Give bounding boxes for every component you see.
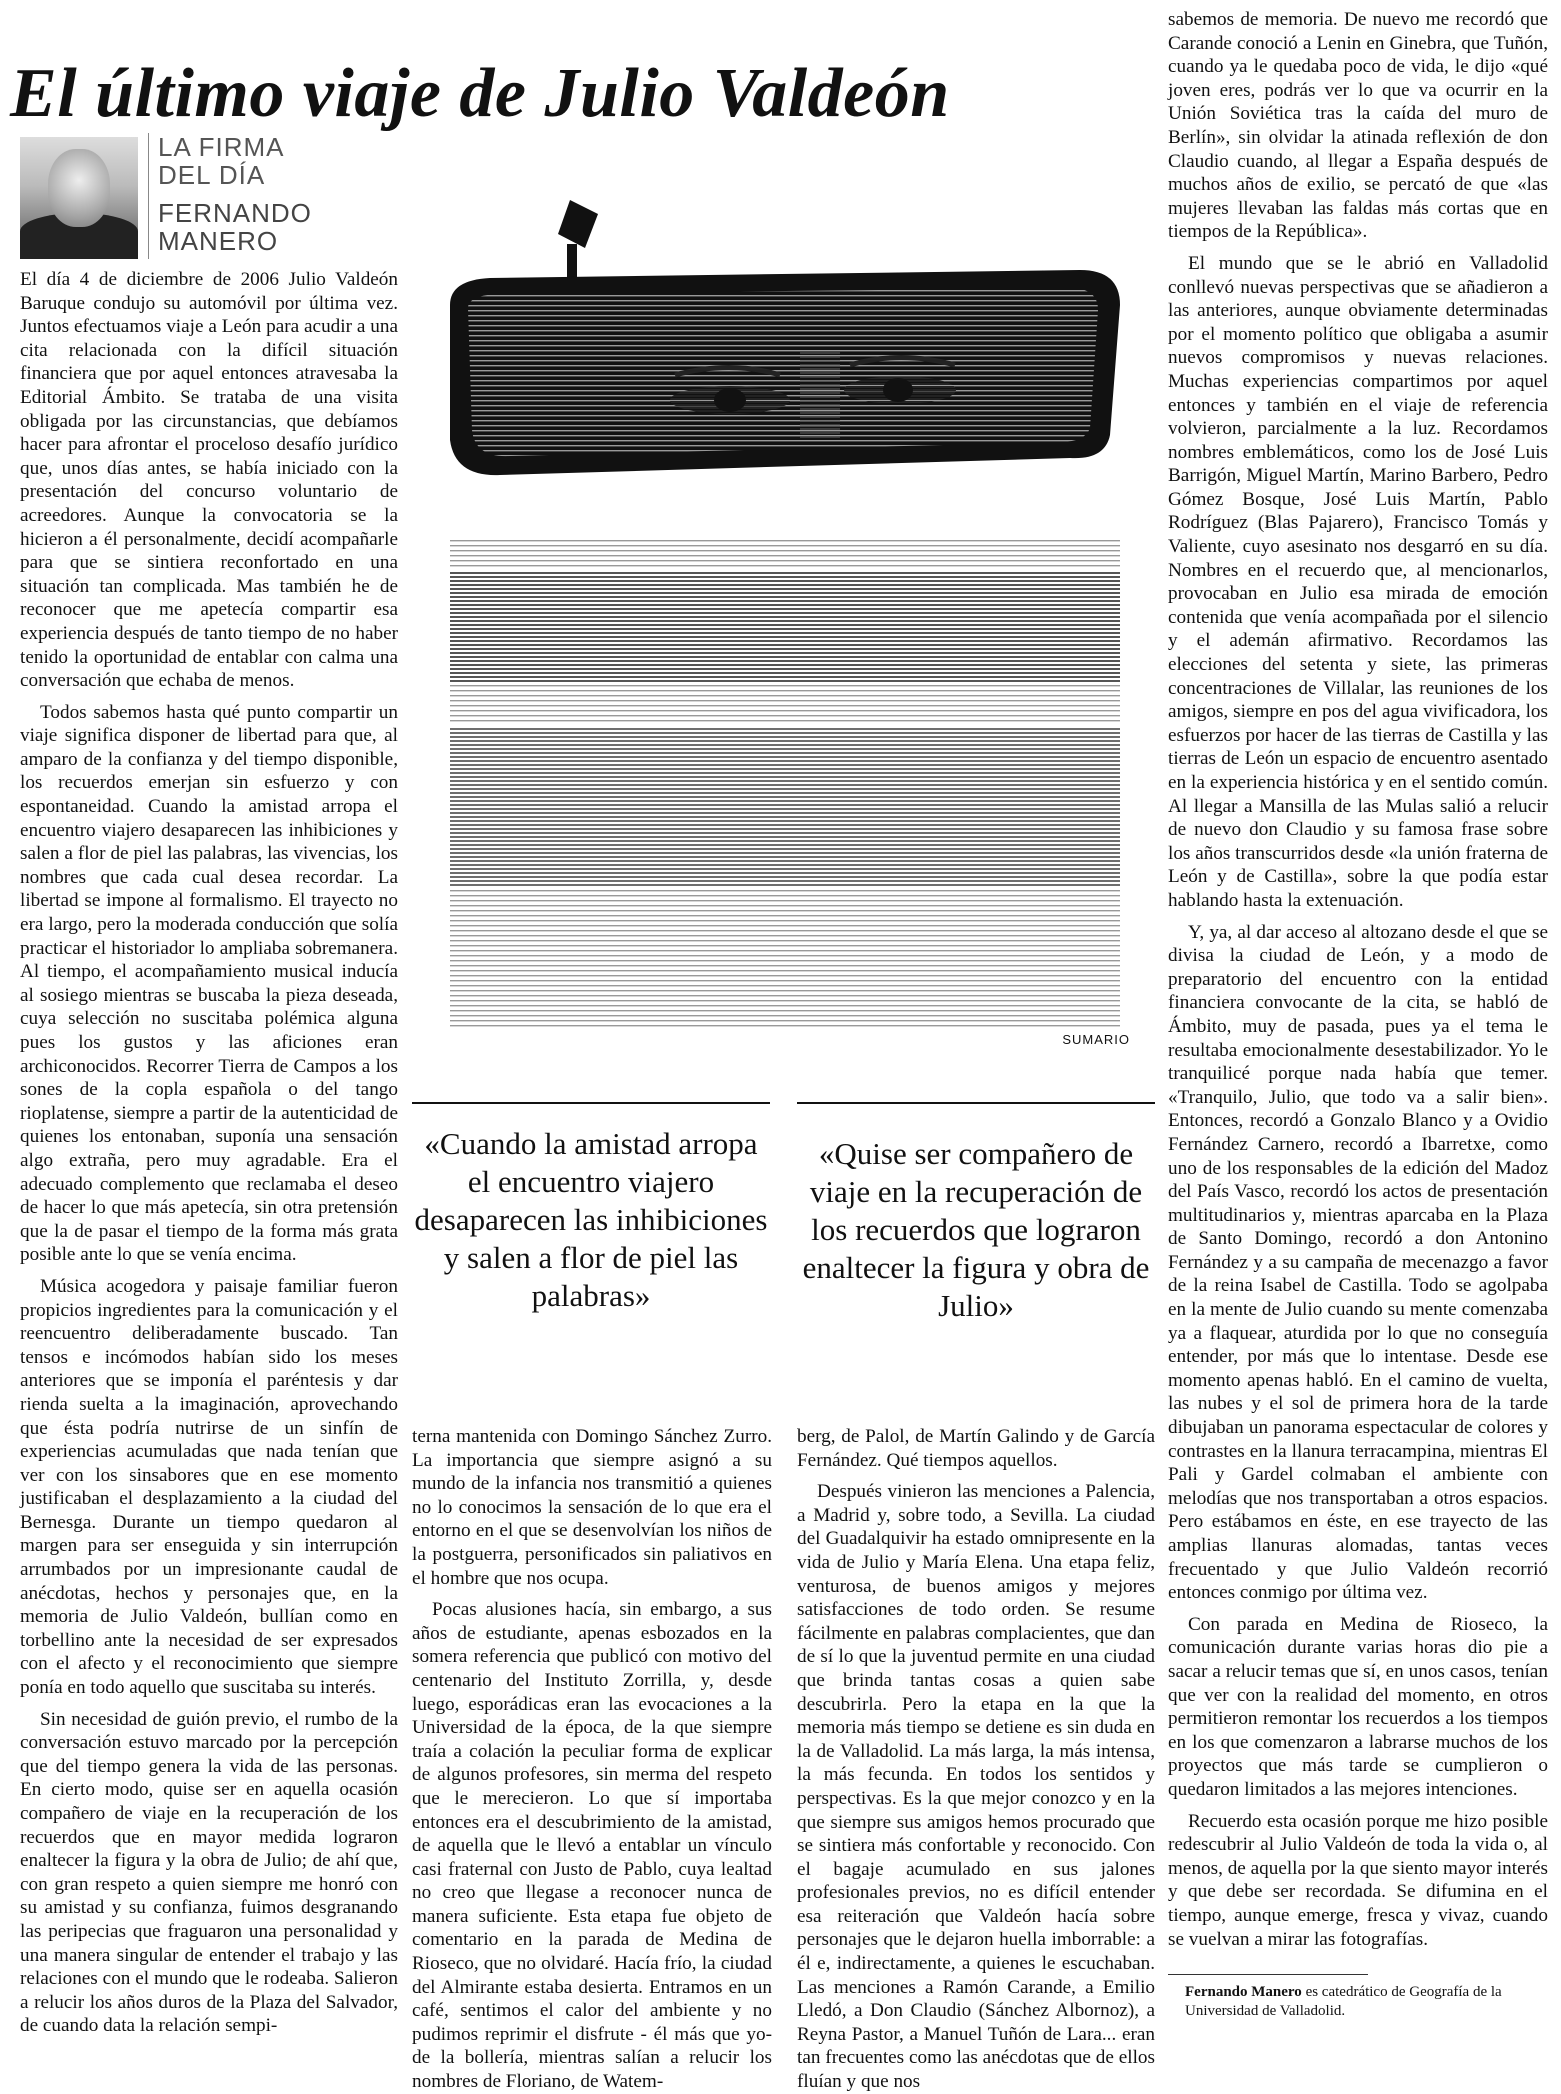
paragraph: terna mantenida con Domingo Sánchez Zurro. La importancia que siempre asignó a su mundo de la infancia nos transmitió a quienes no lo conocimos la sensación de lo que era el entorno en el que se desenvolvían los niños de la postguerra, personificados sin paliativos en el hombre que nos ocupa. <box>412 1426 772 1589</box>
paragraph: Sin necesidad de guión previo, el rumbo de la conversación estuvo marcado por la percepción que del tiempo genera la vida de las personas. En cierto modo, quise ser en aquella ocasión compañero de viaje en la recuperación de los recuerdos que en mayor medida lograron enaltecer la figura y la obra de Julio; de ahí que, con gran respeto a quien siempre me honró con su amistad y su confianza, fuimos desgranando las peripecias que fraguaron una personalidad y una manera singular de entender el trabajo y las relaciones con el mundo que le rodeaba. Salieron a relucir los años duros de la Plaza del Salvador, de cuando data la relación sempi- <box>20 1708 398 2037</box>
article-column-1 <box>20 268 398 2038</box>
footnote-author: Fernando Manero <box>1185 1984 1302 2000</box>
paragraph: Pocas alusiones hacía, sin embargo, a sus años de estudiante, apenas esbozados en la somera referencia que publicó con motivo del centenario del Instituto Zorrilla, y, desde luego, esporádicas eran las evocaciones a la Universidad de la época, de la que siempre traía a colación la peculiar forma de explicar de algunos profesores, sin merma del respeto que le merecieron. Lo que sí importaba entonces era el descubrimiento de la amistad, de aquella que le llevó a entablar un vínculo casi fraternal con Justo de Pablo, cuya lealtad no creo que llegase a reconocer nunca de manera suficiente. Esta etapa fue objeto de comentario en la parada de Medina de Rioseco, que no olvidaré. Hacía frío, la ciudad del Almirante estaba desierta. Entramos en un café, sentimos el calor del ambiente y no pudimos reprimir el disfrute - él más que yo- de la bollería, mientras salían a relucir los nombres de Floriano, de Watem- <box>412 1599 772 2093</box>
article-column-4 <box>1168 8 1548 1951</box>
paragraph: Y, ya, al dar acceso al altozano desde el que se divisa la ciudad de León, y a modo de preparatorio del encuentro con la entidad financiera convocante de la cita, se habló de Ámbito, muy de pasada, pues ya el tema le resultaba emocionalmente desestabilizador. Yo le tranquilicé porque nada había que temer. «Tranquilo, Julio, que todo va a salir bien». Entonces, recordó a Gonzalo Blanco y a Ovidio Fernández Carnero, recordó a Ibarretxe, como uno de los responsables de la edición del Madoz del País Vasco, recordó los actos de presentación multitudinarios y, mientras aparcaba en la Plaza de Santo Domingo, recordó a don Antonino Fernández y a su campaña de mecenazgo a favor de la reina Isabel de Castilla. Todo se agolpaba en la mente de Julio cuando su mente comenzaba ya a flaquear, aturdida por lo que no conseguía entender, por más que lo intentase. Desde ese momento apenas habló. En el camino de vuelta, las nubes y el sol de primera hora de la tarde dibujaban un panorama espectacular de colores y contrastes en la llanura terracampina, mientras El Pali y Gardel colmaban el ambiente con melodías que nos transportaban a otros espacios. Pero estábamos en éste, en ese trayecto de las amplias llanuras alomadas, tantas veces frecuentado y que Julio Valdeón recorrió entonces conmigo por última vez. <box>1168 921 1548 1604</box>
paragraph: El día 4 de diciembre de 2006 Julio Valdeón Baruque condujo su automóvil por última vez. Juntos efectuamos viaje a León para acudir a una cita relacionada con la difícil situación financiera que por aquel entonces atravesaba la Editorial Ámbito. Se trataba de una visita obligada por las circunstancias, que debíamos hacer para afrontar el proceloso desafío jurídico que, unos días antes, se había iniciado con la presentación del concurso voluntario de acreedores. Aunque la convocatoria se la hicieron a él personalmente, decidí acompañarle para que se sintiera reconfortado en una situación tan complicada. Mas también he de reconocer que me apetecía compartir esa experiencia después de tanto tiempo de no haber tenido la oportunidad de entablar con calma una conversación que echaba de menos. <box>20 269 398 692</box>
author-portrait <box>20 137 138 259</box>
rearview-mirror-illustration <box>430 200 1130 1050</box>
paragraph: Música acogedora y paisaje familiar fueron propicios ingredientes para la comunicación y el reencuentro deliberadamente buscado. Tan tensos e incómodos habían sido los meses anteriores que se imponía el paréntesis y dar rienda suelta a la imaginación, aprovechando que ésta podría nutrirse de un sinfín de experiencias acumuladas que nada tenían que ver con los sinsabores que en ese momento justificaban el desplazamiento a la ciudad del Bernesga. Durante un tiempo quedaron al margen para ser enseguida y sin interrupción arrumbados por un impresionante caudal de anécdotas, hechos y personajes que, en la memoria de Julio Valdeón, bullían como en torbellino ante la necesidad de ser expresados con el afecto y el reconocimiento que siempre ponía en todo aquello que suscitaba su interés. <box>20 1275 398 1699</box>
paragraph: Después vinieron las menciones a Palencia, a Madrid y, sobre todo, a Sevilla. La ciudad del Guadalquivir ha estado omnipresente en la vida de Julio y María Elena. Una etapa feliz, venturosa, de buenos amigos y mejores satisfacciones de todo orden. Se resume fácilmente en palabras complacientes, que dan de sí lo que la juventud permite en una ciudad que brinda tantas cosas a quien sabe descubrirla. Pero la etapa en la que la memoria más tiempo se detiene es sin duda en la de Valladolid. La más larga, la más intensa, la más fecunda. En todos los sentidos y perspectivas. Es la que mejor conozco y en la que siempre sus amigos hemos procurado que se sintiera más confortable y reconocido. Con el bagaje acumulado en sus jalones profesionales previos, no es difícil entender esa reiteración que Valdeón hacía sobre personajes que le dejaron huella imborrable: a él e, indirectamente, a quienes le escuchaban. Las menciones a Ramón Carande, a Emilio Lledó, a Don Claudio (Sánchez Albornoz), a Reyna Pastor, a Manuel Tuñón de Lara... eran tan frecuentes como las anécdotas que de ellos fluían y que nos <box>797 1481 1155 2093</box>
paragraph: El mundo que se le abrió en Valladolid conllevó nuevas perspectivas que se añadieron a las anteriores, aunque obviamente determinadas por el momento político que obligaba a asumir nuevos compromisos y nuevas relaciones. Muchas experiencias compartimos por aquel entonces y también en el viaje de referencia volvieron, parcialmente a la luz. Recordamos nombres emblemáticos, como los de José Luis Barrigón, Miguel Martín, Marino Barbero, Pedro Gómez Bosque, José Luis Martín, Pablo Rodríguez (Blas Pajarero), Francisco Tomás y Valiente, cuyo asesinato nos desgarró en su día. Nombres en el recuerdo que, al mencionarlos, provocaban en Julio esa mirada de emoción contenida que venía acompañada por el silencio y el ademán afirmativo. Recordamos las elecciones del setenta y siete, las primeras concentraciones de Villalar, las reuniones de los amigos, siempre en pos del agua vivificadora, los esfuerzos por hacer de las tierras de Castilla y las tierras de León un espacio de encuentro asentado en la experiencia histórica y en el sentido común. Al llegar a Mansilla de las Mulas salió a relucir de nuevo don Claudio y su famosa frase sobre los años transcurridos desde «la unión fraterna de León y de Castilla», sobre la que podía estar hablando hasta la extenuación. <box>1168 252 1548 911</box>
pull-quote-1: «Cuando la amistad arropa el encuentro viajero desaparecen las inhibiciones y salen a flor de piel las palabras» <box>414 1126 768 1313</box>
paragraph: berg, de Palol, de Martín Galindo y de García Fernández. Qué tiempos aquellos. <box>797 1426 1155 1471</box>
quote-rule <box>412 1102 770 1104</box>
pull-quote-2: «Quise ser compañero de viaje en la recuperación de los recuerdos que lograron enaltecer la figura y obra de Julio» <box>802 1136 1150 1323</box>
author-name: FERNANDO MANERO <box>158 198 312 256</box>
byline <box>20 133 370 265</box>
paragraph: sabemos de memoria. De nuevo me recordó que Carande conoció a Lenin en Ginebra, que Tuñón, cuando ya le quedaba poco de vida, le dijo «qué joven eres, podrás ver lo que va ocurrir en la Unión Soviética tras la caída del muro de Berlín», sin olvidar la atinada reflexión de don Claudio cuando, al llegar a España después de muchos años de exilio, se percató de que «las mujeres llevaban las faldas más cortas que en tiempos de la República». <box>1168 9 1548 243</box>
headline: El último viaje de Julio Valdeón <box>10 54 950 132</box>
quote-rule <box>797 1102 1155 1104</box>
illustration <box>430 200 1130 1050</box>
image-credit: SUMARIO <box>1062 1032 1130 1047</box>
author-footnote <box>1185 1983 1555 2021</box>
footnote-text: es catedrático de Geografía de la Universidad de Valladolid. <box>1185 1984 1502 2019</box>
paragraph: Recuerdo esta ocasión porque me hizo posible redescubrir al Julio Valdeón de toda la vida o, al menos, de aquella por la que siento mayor interés y que debe ser recordada. Se difumina en el tiempo, aunque emerge, fresca y vivaz, cuando se vuelvan a mirar las fotografías. <box>1168 1810 1548 1950</box>
article-column-3 <box>797 1425 1155 2094</box>
article-column-2 <box>412 1425 772 2094</box>
paragraph: Todos sabemos hasta qué punto compartir un viaje significa disponer de libertad para que, al amparo de la confianza y del tiempo disponible, los recuerdos emerjan sin esfuerzo y con espontaneidad. Cuando la amistad arropa el encuentro viajero desaparecen las inhibiciones y salen a flor de piel las palabras, las vivencias, los nombres que cada cual desea recordar. La libertad se impone al formalismo. El trayecto no era largo, pero la moderada conducción que solía practicar el historiador lo ampliaba sobremanera. Al tiempo, el acompañamiento musical inducía al sosiego mientras se buscaba la pieza deseada, cuya selección no suscitaba polémica alguna pues los gustos y las aficiones eran archiconocidos. Recorrer Tierra de Campos a los sones de la copla española o del tango rioplatense, siempre a partir de la autenticidad de quienes los entonaban, suponía una sensación algo extraña, pero muy agradable. Era el adecuado complemento que reclamaba el deseo de hacer lo que más apetecía, sin otra pretensión que la de pasar el tiempo de la forma más grata posible ante lo que se venía encima. <box>20 701 398 1266</box>
section-label: LA FIRMA DEL DÍA <box>158 132 285 190</box>
paragraph: Con parada en Medina de Rioseco, la comunicación durante varias horas dio pie a sacar a relucir temas que sí, en unos casos, tenían que ver con la realidad del momento, en otros permitieron remontar los recuerdos a los tiempos en los que comenzaron a labrarse muchos de los proyectos que más tarde se cumplieron o quedaron limitados a las mejores intenciones. <box>1168 1613 1548 1800</box>
footnote-rule <box>1168 1974 1368 1975</box>
